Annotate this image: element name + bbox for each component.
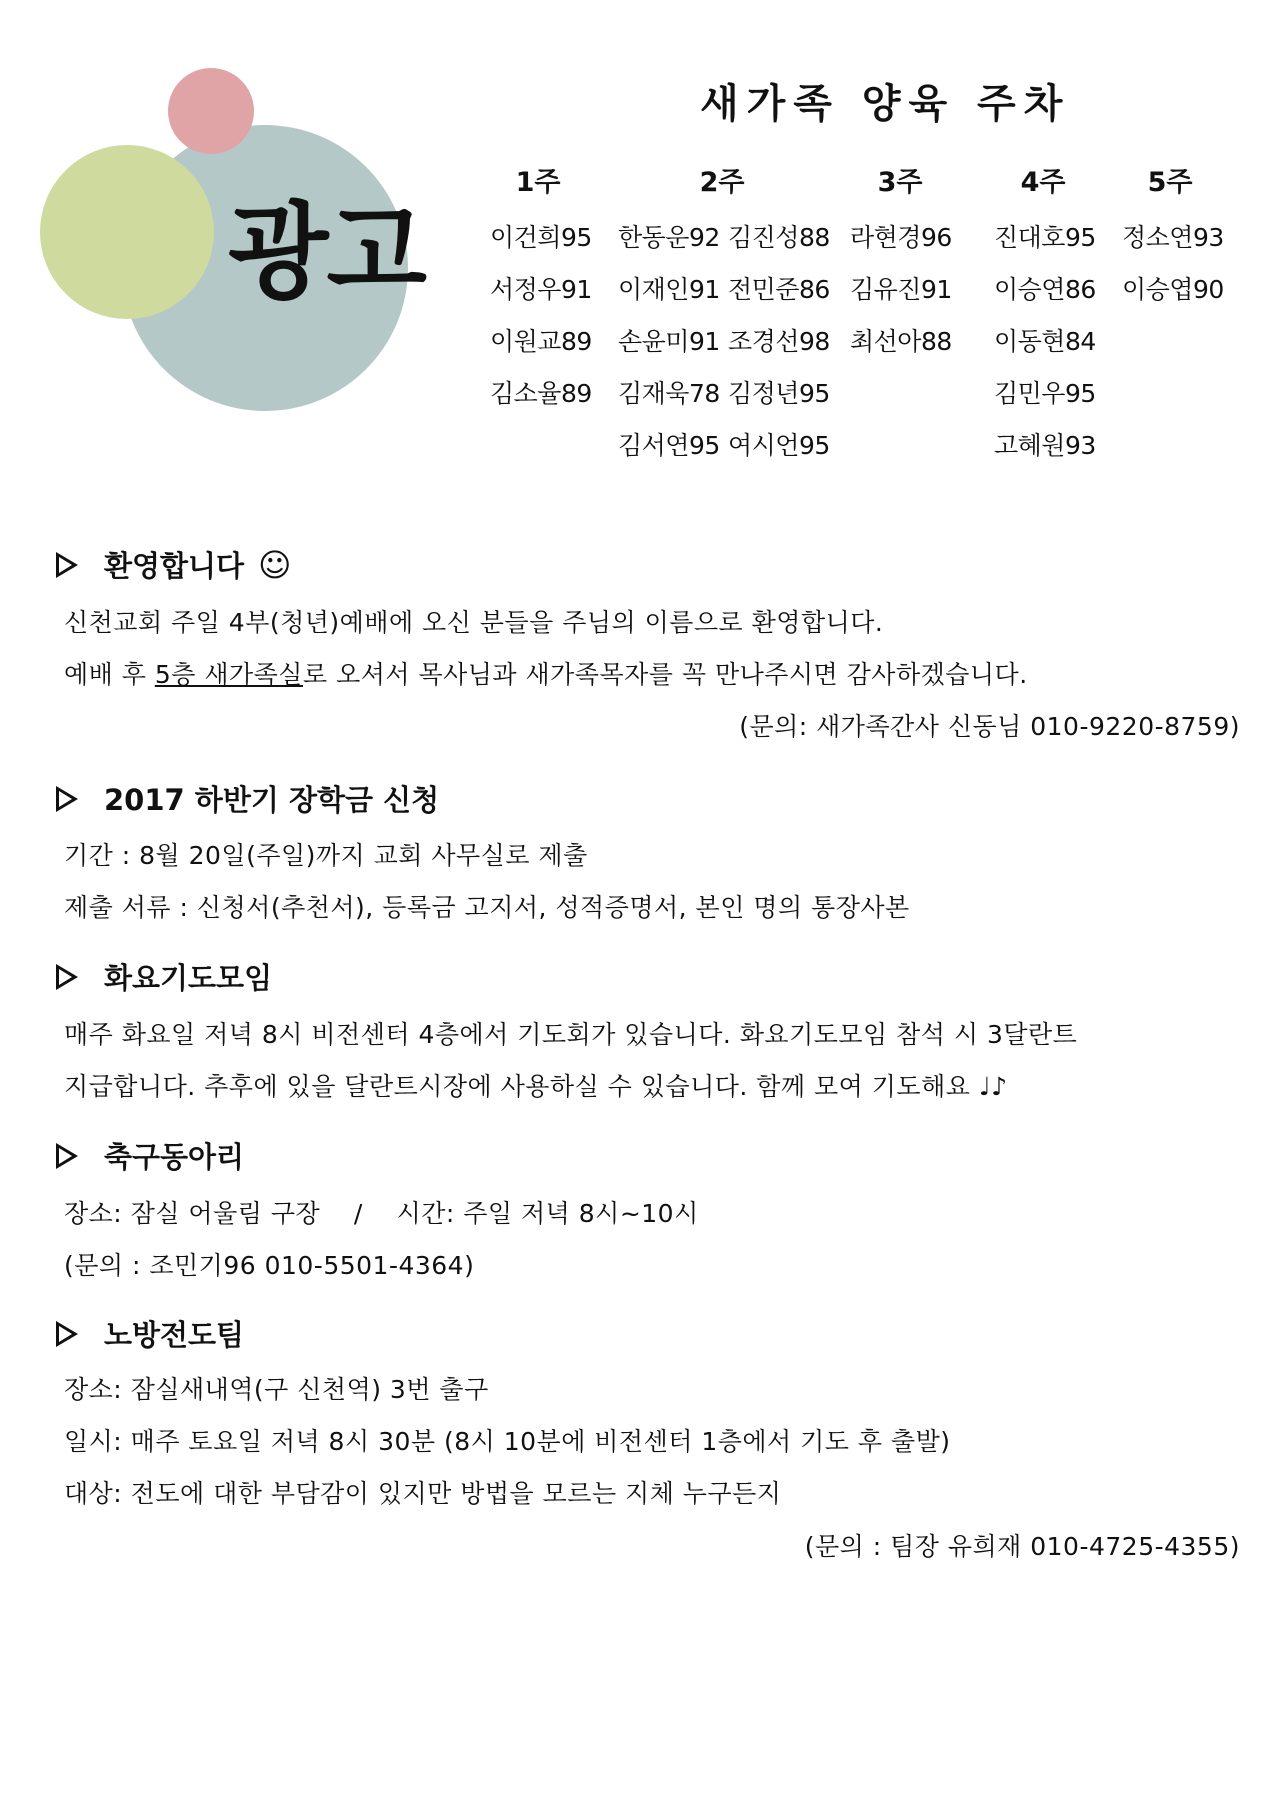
welcome-line-2-post: 로 오셔서 목사님과 새가족목자를 꼭 만나주시면 감사하겠습니다.	[302, 660, 1028, 689]
scholarship-title: 2017 하반기 장학금 신청	[104, 783, 440, 817]
prayer-title: 화요기도모임	[104, 961, 273, 995]
member-name: 김서연95	[618, 431, 720, 460]
soccer-line-1: 장소: 잠실 어울림 구장 / 시간: 주일 저녁 8시~10시	[64, 1199, 699, 1228]
soccer-contact: (문의 : 조민기96 010-5501-4364)	[64, 1251, 475, 1280]
member-name: 고혜원93	[994, 431, 1096, 460]
prayer-line-2: 지급합니다. 추후에 있을 달란트시장에 사용하실 수 있습니다. 함께 모여 기도해요 ♩♪	[64, 1072, 1008, 1101]
week-2-header: 2주	[699, 167, 745, 198]
soccer-title: 축구동아리	[104, 1140, 245, 1174]
street-line-2: 일시: 매주 토요일 저녁 8시 30분 (8시 10분에 비전센터 1층에서 기도 후 출발)	[64, 1427, 951, 1456]
scholarship-line-2: 제출 서류 : 신청서(추천서), 등록금 고지서, 성적증명서, 본인 명의 통장사본	[64, 893, 910, 922]
street-contact: (문의 : 팀장 유희재 010-4725-4355)	[804, 1532, 1240, 1561]
member-name: 손윤미91	[618, 327, 720, 356]
triangle-bullet-icon	[56, 552, 78, 578]
member-name: 서정우91	[490, 275, 592, 304]
member-name: 김소율89	[490, 379, 592, 408]
smiley-icon: ☺	[258, 545, 292, 584]
welcome-line-2	[64, 655, 1028, 691]
street-heading	[56, 1313, 244, 1354]
member-name: 이원교89	[490, 327, 592, 356]
member-name: 이승엽90	[1122, 275, 1224, 304]
member-name: 이승연86	[994, 275, 1096, 304]
member-name: 진대호95	[994, 223, 1096, 252]
triangle-bullet-icon	[56, 1321, 78, 1347]
member-name: 정소연93	[1122, 223, 1224, 252]
scholarship-line-1: 기간 : 8월 20일(주일)까지 교회 사무실로 제출	[64, 841, 588, 870]
prayer-heading	[56, 956, 272, 997]
triangle-bullet-icon	[56, 964, 78, 990]
triangle-bullet-icon	[56, 1143, 78, 1169]
member-name: 이재인91	[618, 275, 720, 304]
welcome-line-1: 신천교회 주일 4부(청년)예배에 오신 분들을 주님의 이름으로 환영합니다.	[64, 608, 884, 637]
member-name: 최선아88	[850, 327, 952, 356]
member-name: 전민준86	[728, 275, 830, 304]
member-name: 라현경96	[850, 223, 952, 252]
logo-text: 광고	[228, 191, 425, 313]
newfamily-title: 새가족 양육 주차	[700, 81, 1071, 127]
scholarship-heading	[56, 778, 439, 819]
welcome-contact: (문의: 새가족간사 신동님 010-9220-8759)	[739, 712, 1240, 741]
member-name: 이건희95	[490, 223, 592, 252]
member-name: 김민우95	[994, 379, 1096, 408]
week-5-header: 5주	[1147, 167, 1193, 198]
soccer-heading	[56, 1135, 244, 1176]
member-name: 여시언95	[728, 431, 830, 460]
week-4-header: 4주	[1020, 167, 1066, 198]
ad-logo	[0, 0, 460, 440]
member-name: 김재욱78	[618, 379, 720, 408]
welcome-title: 환영합니다	[104, 549, 245, 583]
pink-circle	[168, 68, 254, 154]
week-3-header: 3주	[877, 167, 923, 198]
street-line-3: 대상: 전도에 대한 부담감이 있지만 방법을 모르는 지체 누구든지	[64, 1479, 782, 1508]
welcome-line-2-pre: 예배 후	[64, 660, 155, 689]
member-name: 김진성88	[728, 223, 830, 252]
street-line-1: 장소: 잠실새내역(구 신천역) 3번 출구	[64, 1375, 489, 1404]
green-circle	[40, 145, 214, 319]
member-name: 조경선98	[728, 327, 830, 356]
welcome-heading	[56, 544, 291, 585]
member-name: 김정년95	[728, 379, 830, 408]
street-title: 노방전도팀	[104, 1318, 245, 1352]
triangle-bullet-icon	[56, 786, 78, 812]
member-name: 한동운92	[618, 223, 720, 252]
prayer-line-1: 매주 화요일 저녁 8시 비전센터 4층에서 기도회가 있습니다. 화요기도모임 참석 시 3달란트	[64, 1020, 1078, 1049]
week-1-header: 1주	[515, 167, 561, 198]
welcome-room-underlined: 5층 새가족실	[154, 660, 303, 689]
member-name: 이동현84	[994, 327, 1096, 356]
member-name: 김유진91	[850, 275, 952, 304]
